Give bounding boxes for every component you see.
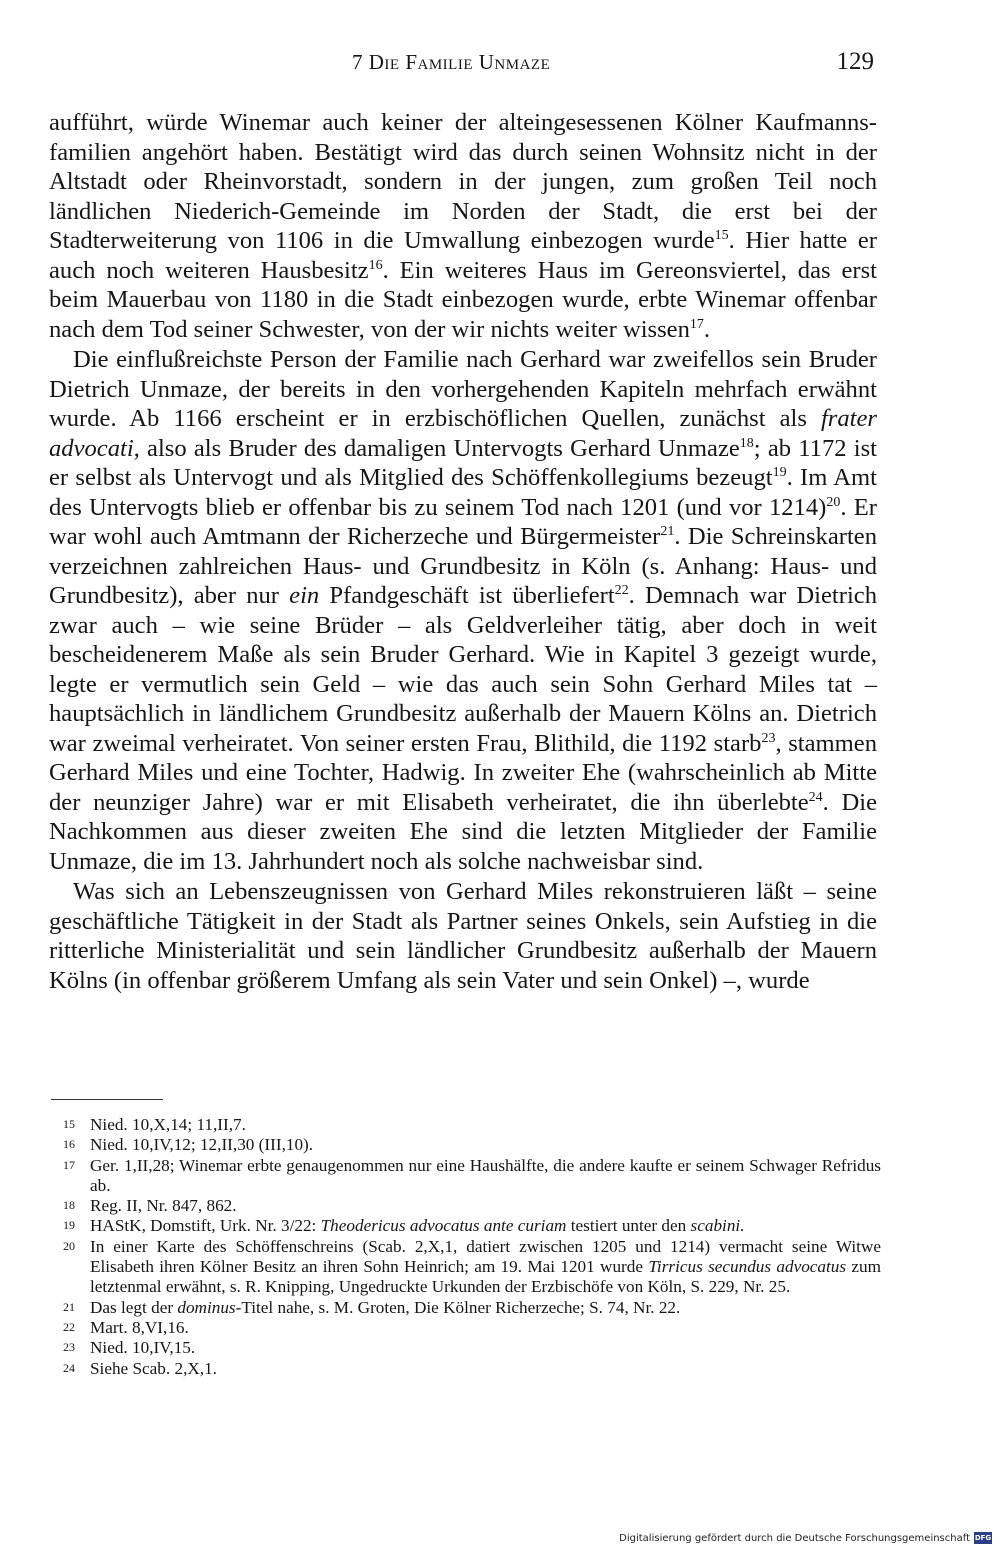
- page-number: 129: [836, 48, 874, 75]
- italic-text: scabini.: [690, 1216, 745, 1236]
- footnote-number: 15: [63, 1117, 75, 1131]
- footnote-number: 23: [63, 1340, 75, 1355]
- running-head: 7 Die Familie Unmaze: [352, 50, 551, 74]
- footnotes: [63, 1115, 881, 1379]
- text-run: . Im Amt des Untervogts blieb er offenbar bis zu seinem Tod nach 1201 (und vor 1214): [49, 464, 877, 521]
- footnote-text: Nied. 10,X,14; 11,II,7.: [90, 1115, 246, 1134]
- footnote-number: 24: [63, 1360, 75, 1375]
- digitization-credit: [619, 1532, 992, 1544]
- footnote-24: [63, 1359, 881, 1379]
- text-run: ; ab 1172 ist er selbst als Untervogt und als Mitglied des Schöffenkollegiums bezeugt: [49, 434, 877, 491]
- text-run: Pfandgeschäft ist überliefert: [319, 582, 615, 609]
- footnote-number: 22: [63, 1319, 75, 1334]
- footnote-ref: 18: [739, 435, 754, 451]
- footnote-text: Ger. 1,II,28; Winemar erbte genaugenommen nur eine Haushälfte, die andere kaufte er seinem Schwager Refridus ab.: [90, 1155, 881, 1195]
- footnote-text: zum letztenmal erwähnt, s. R. Knipping, Ungedruckte Urkunden der Erzbischöfe von Köln, S. 229, Nr. 25.: [90, 1257, 881, 1297]
- footnote-16: [63, 1135, 881, 1155]
- italic-text: ein: [289, 582, 320, 609]
- footnote-18: [63, 1196, 881, 1216]
- dfg-logo: DFG: [974, 1534, 992, 1542]
- footnote-separator: [51, 1099, 163, 1100]
- footnote-number: 17: [63, 1157, 75, 1172]
- footnote-text: testiert unter den: [566, 1216, 691, 1236]
- footnote-text: Reg. II, Nr. 847, 862.: [90, 1196, 237, 1216]
- footnote-text: Mart. 8,VI,16.: [90, 1317, 189, 1337]
- footnote-text: Siehe Scab. 2,X,1.: [90, 1358, 217, 1378]
- footnote-text: HAStK, Domstift, Urk. Nr. 3/22:: [90, 1216, 321, 1236]
- text-run: . Ein weiteres Haus im Gereonsviertel, das erst beim Mauerbau von 1180 in die Stadt einbezogen wurde, erbte Winemar offenbar nach dem Tod seiner Schwester, von der wir nichts weiter wissen: [49, 256, 877, 343]
- footnote-ref: 23: [761, 730, 776, 746]
- footnote-number: 21: [63, 1299, 75, 1314]
- text-run: , stammen Gerhard Miles und eine Tochter, Hadwig. In zweiter Ehe (wahrscheinlich ab Mitte der neunziger Jahre) war er mit Elisabeth verheiratet, die ihn überlebte: [49, 729, 877, 816]
- paragraph-1: [49, 108, 877, 344]
- footnote-ref: 15: [714, 227, 729, 243]
- footnote-ref: 21: [660, 523, 675, 539]
- footnote-19: [63, 1216, 881, 1236]
- footnote-number: 18: [63, 1198, 75, 1213]
- italic-text: dominus: [177, 1297, 236, 1317]
- credit-text: Digitalisierung gefördert durch die Deutsche Forschungsgemeinschaft: [619, 1532, 970, 1544]
- italic-text: Theodericus advocatus ante curiam: [320, 1216, 567, 1236]
- body-text: [49, 108, 877, 995]
- italic-text: frater advocati,: [49, 405, 877, 462]
- page-header: [352, 50, 874, 84]
- italic-text: Tirricus secundus advocatus: [648, 1257, 847, 1277]
- footnote-22: [63, 1318, 881, 1338]
- footnote-number: 19: [63, 1218, 75, 1233]
- footnote-ref: 17: [689, 316, 704, 332]
- footnote-number: 20: [63, 1238, 75, 1253]
- footnote-number: 16: [63, 1137, 75, 1152]
- footnote-text: Nied. 10,IV,12; 12,II,30 (III,10).: [90, 1135, 314, 1155]
- text-run: . Hier hatte er auch noch weiteren Hausbesitz: [49, 227, 877, 284]
- footnote-ref: 19: [772, 464, 787, 480]
- paragraph-2: [49, 345, 877, 876]
- footnote-21: [63, 1298, 881, 1318]
- text-run: . Demnach war Dietrich zwar auch – wie seine Brüder – als Geldverleiher tätig, aber doch in weit bescheidenerem Maße als sein Bruder Gerhard. Wie in Kapitel 3 gezeigt wurde, legte er vermutlich sein Geld – wie das auch sein Sohn Gerhard Miles tat – hauptsächlich in ländlichem Grundbesitz außerhalb der Mauern Kölns an. Dietrich war zweimal verheiratet. Von seiner ersten Frau, Blithild, die 1192 starb: [49, 582, 877, 757]
- footnote-23: [63, 1338, 881, 1358]
- text-run: Was sich an Lebenszeugnissen von Gerhard Miles rekonstruieren läßt – seine geschäftliche Tätigkeit in der Stadt als Partner seines Onkels, sein Aufstieg in die ritterliche Ministerialität und sein ländlicher Grundbesitz außerhalb der Mauern Kölns (in offenbar größerem Umfang als sein Vater und sein Onkel) –, wurde: [49, 878, 877, 994]
- footnote-text: In einer Karte des Schöffenschreins (Scab. 2,X,1, datiert zwischen 1205 und 1214) vermacht seine Witwe Elisabeth ihren Kölner Besitz an ihren Sohn Heinrich; am 19. Mai 1201 wurde: [90, 1236, 881, 1277]
- footnote-20: [63, 1237, 881, 1298]
- text-run: .: [703, 315, 711, 343]
- paragraph-3: [49, 877, 877, 995]
- footnote-text: Nied. 10,IV,15.: [90, 1338, 196, 1358]
- footnote-text: -Titel nahe, s. M. Groten, Die Kölner Richerzeche; S. 74, Nr. 22.: [235, 1297, 681, 1317]
- text-run: also als Bruder des damaligen Untervogts Gerhard Unmaze: [139, 434, 740, 462]
- footnote-ref: 16: [368, 257, 383, 273]
- footnote-17: [63, 1156, 881, 1197]
- text-run: Die einflußreichste Person der Familie nach Gerhard war zweifellos sein Bruder Dietrich Unmaze, der bereits in den vorhergehenden Kapiteln mehrfach erwähnt wurde. Ab 1166 erscheint er in erzbischöflichen Quellen, zunächst als: [49, 346, 877, 432]
- footnote-ref: 24: [808, 789, 823, 805]
- text-run: . Die Schreinskarten verzeichnen zahlreichen Haus- und Grundbesitz in Köln (s. Anhang: Haus- und Grundbesitz), aber nur: [49, 523, 877, 609]
- text-run: aufführt, würde Winemar auch keiner der alteingesessenen Kölner Kaufmanns-familien angehört haben. Bestätigt wird das durch seinen Wohnsitz nicht in der Altstadt oder Rheinvorstadt, sondern in der jungen, zum großen Teil noch ländlichen Niederich-Gemeinde im Norden der Stadt, die erst bei der Stadterweiterung von 1106 in die Umwallung einbezogen wurde: [49, 109, 877, 254]
- text-run: . Er war wohl auch Amtmann der Richerzeche und Bürgermeister: [49, 493, 877, 550]
- footnote-text: Das legt der: [90, 1297, 178, 1317]
- footnote-ref: 22: [614, 582, 629, 598]
- footnote-15: [63, 1115, 881, 1135]
- text-run: . Die Nachkommen aus dieser zweiten Ehe sind die letzten Mitglieder der Familie Unmaze, die im 13. Jahrhundert noch als solche nachweisbar sind.: [49, 788, 877, 875]
- footnote-ref: 20: [826, 494, 841, 510]
